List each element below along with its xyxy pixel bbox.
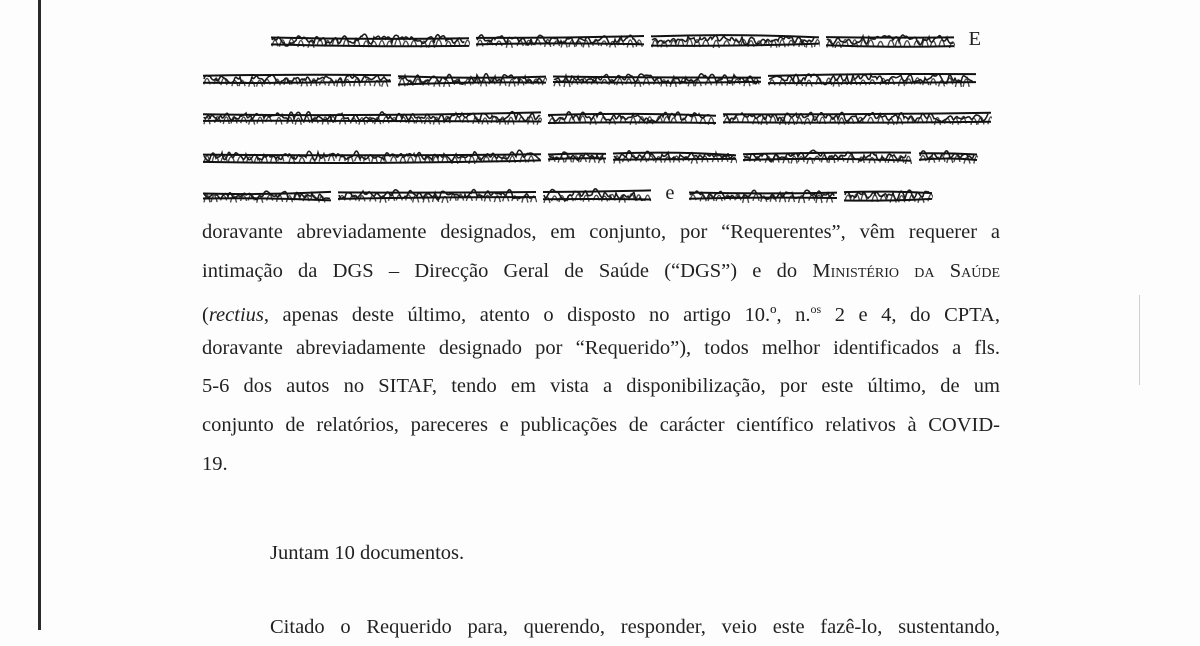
text-line: 5-6 dos autos no SITAF, tendo em vista a disponibilização, por este último, de um (202, 375, 1000, 398)
ministry-name: Ministério da Saúde (812, 259, 1001, 282)
text-run: , apenas deste último, atento o disposto no artigo 10.º, n. (263, 303, 811, 326)
redacted-line-3 (202, 97, 1000, 136)
paragraph-1 (202, 20, 1000, 483)
redacted-connector: E (968, 28, 982, 50)
redacted-name (202, 145, 542, 167)
text-line: (rectius, apenas deste último, atento o disposto no artigo 10.º, n.$^{os}$ 2 e 4, do CPTA, (202, 302, 1000, 326)
redacted-line-5 (202, 174, 1000, 213)
paragraph-3: Citado o Requerido para, querendo, responder, veio este fazê-lo, sustentando, (270, 616, 1000, 638)
redacted-name (202, 184, 332, 206)
redacted-name (843, 184, 933, 206)
scan-mark (1139, 295, 1140, 385)
page-edge (38, 0, 41, 630)
redacted-name (552, 68, 762, 90)
redacted-name (650, 29, 820, 51)
paragraph-2: Juntam 10 documentos. (270, 542, 465, 564)
text-line (202, 252, 1000, 291)
text-run: intimação da DGS – Direcção Geral de Saúde (“DGS”) e do (202, 259, 813, 282)
text-line: 19. (202, 452, 228, 475)
redacted-name (475, 29, 645, 51)
redacted-name (397, 68, 547, 90)
redacted-name (767, 68, 977, 90)
italic-term: rectius (208, 303, 264, 326)
redacted-name (825, 29, 955, 51)
superscript: os (810, 302, 822, 317)
redacted-connector: e (665, 182, 675, 205)
redacted-name (337, 184, 537, 206)
redacted-name (547, 145, 607, 167)
redacted-line-1 (202, 20, 1000, 59)
redacted-line-4 (202, 136, 1000, 175)
redacted-name (688, 184, 838, 206)
text-run: 2 e 4, do CPTA, (821, 303, 1000, 326)
redacted-name (722, 106, 992, 128)
redacted-name (918, 145, 978, 167)
redacted-name (612, 145, 737, 167)
redacted-name (742, 145, 912, 167)
text-line: doravante abreviadamente designados, em conjunto, por “Requerentes”, vêm requerer a (202, 220, 1000, 243)
redacted-name (270, 29, 470, 51)
redacted-name (202, 106, 542, 128)
redacted-name (547, 106, 717, 128)
redacted-name (202, 68, 392, 90)
text-line: conjunto de relatórios, pareceres e publicações de carácter científico relativos à COVID- (202, 413, 1000, 436)
redacted-name (542, 184, 652, 206)
redacted-line-2 (202, 59, 1000, 98)
text-line: doravante abreviadamente designado por “Requerido”), todos melhor identificados a fls. (202, 336, 1000, 359)
